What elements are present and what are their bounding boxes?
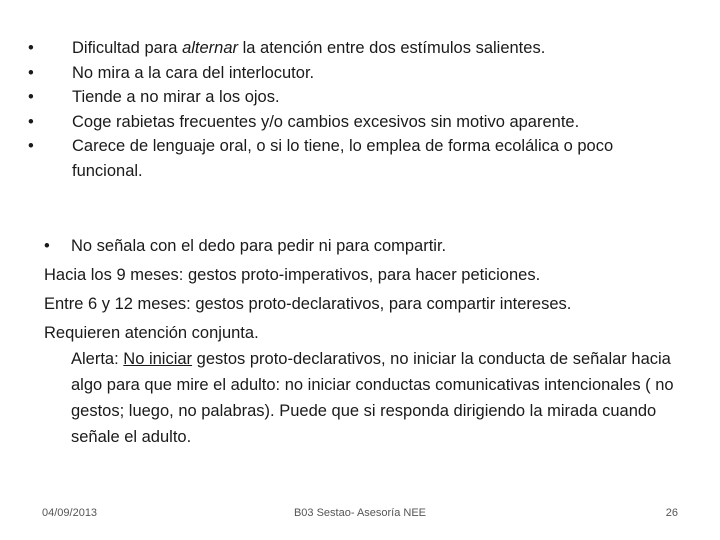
bullet-dot: •: [28, 39, 34, 57]
bullet-text: No mira a la cara del interlocutor.: [72, 63, 315, 82]
pointing-section: [44, 232, 684, 348]
bullet-dot: •: [28, 63, 34, 82]
footer-center-text: B03 Sestao- Asesoría NEE: [293, 507, 427, 519]
bullet-dot: •: [44, 237, 50, 255]
bullet-dot: •: [28, 88, 34, 106]
alert-paragraph: [71, 346, 691, 450]
proto-imperative-line: Hacia los 9 meses: gestos proto-imperativos, para hacer peticiones.: [44, 266, 541, 284]
bullet-text: Carece de lenguaje oral, o si lo tiene, lo emplea de forma ecolálica o poco funcional.: [72, 137, 614, 180]
proto-declarative-line: Entre 6 y 12 meses: gestos proto-declarativos, para compartir intereses.: [44, 295, 572, 313]
alert-colon: :: [114, 350, 124, 368]
bullet-text-pre: Dificultad para: [72, 39, 183, 57]
bullet-text: Coge rabietas frecuentes y/o cambios excesivos sin motivo aparente.: [72, 112, 580, 131]
bullet-item: [28, 85, 688, 110]
bullet-text-post: la atención entre dos estímulos salientes.: [238, 39, 546, 57]
footer-page-number: 26: [665, 507, 678, 519]
bullet-dot: •: [28, 112, 34, 131]
alert-label: Alerta: [71, 350, 115, 368]
joint-attention-line: Requieren atención conjunta.: [44, 324, 259, 342]
bullet-text: Tiende a no mirar a los ojos.: [72, 88, 280, 106]
pointing-bullet-line: [44, 232, 684, 261]
bullet-text-emphasis: alternar: [182, 39, 239, 57]
pointing-bullet-text: No señala con el dedo para pedir ni para compartir.: [71, 237, 447, 255]
bullet-item: [28, 61, 688, 86]
alert-rest-text: gestos proto-declarativos, no iniciar la conducta de señalar hacia algo para que mire el adulto: no iniciar conductas comunicativas intencionales ( no gestos; luego, no palabras). Puede que si responda dirigiendo la mirada cuando señale el adulto.: [71, 350, 674, 446]
alert-underlined-text: No iniciar: [123, 350, 193, 368]
bullet-item: [28, 36, 688, 61]
symptom-bullet-list: [28, 36, 688, 183]
bullet-item: [28, 134, 688, 183]
footer-date: 04/09/2013: [42, 507, 98, 519]
bullet-item: [28, 110, 688, 135]
bullet-dot: •: [28, 137, 34, 155]
